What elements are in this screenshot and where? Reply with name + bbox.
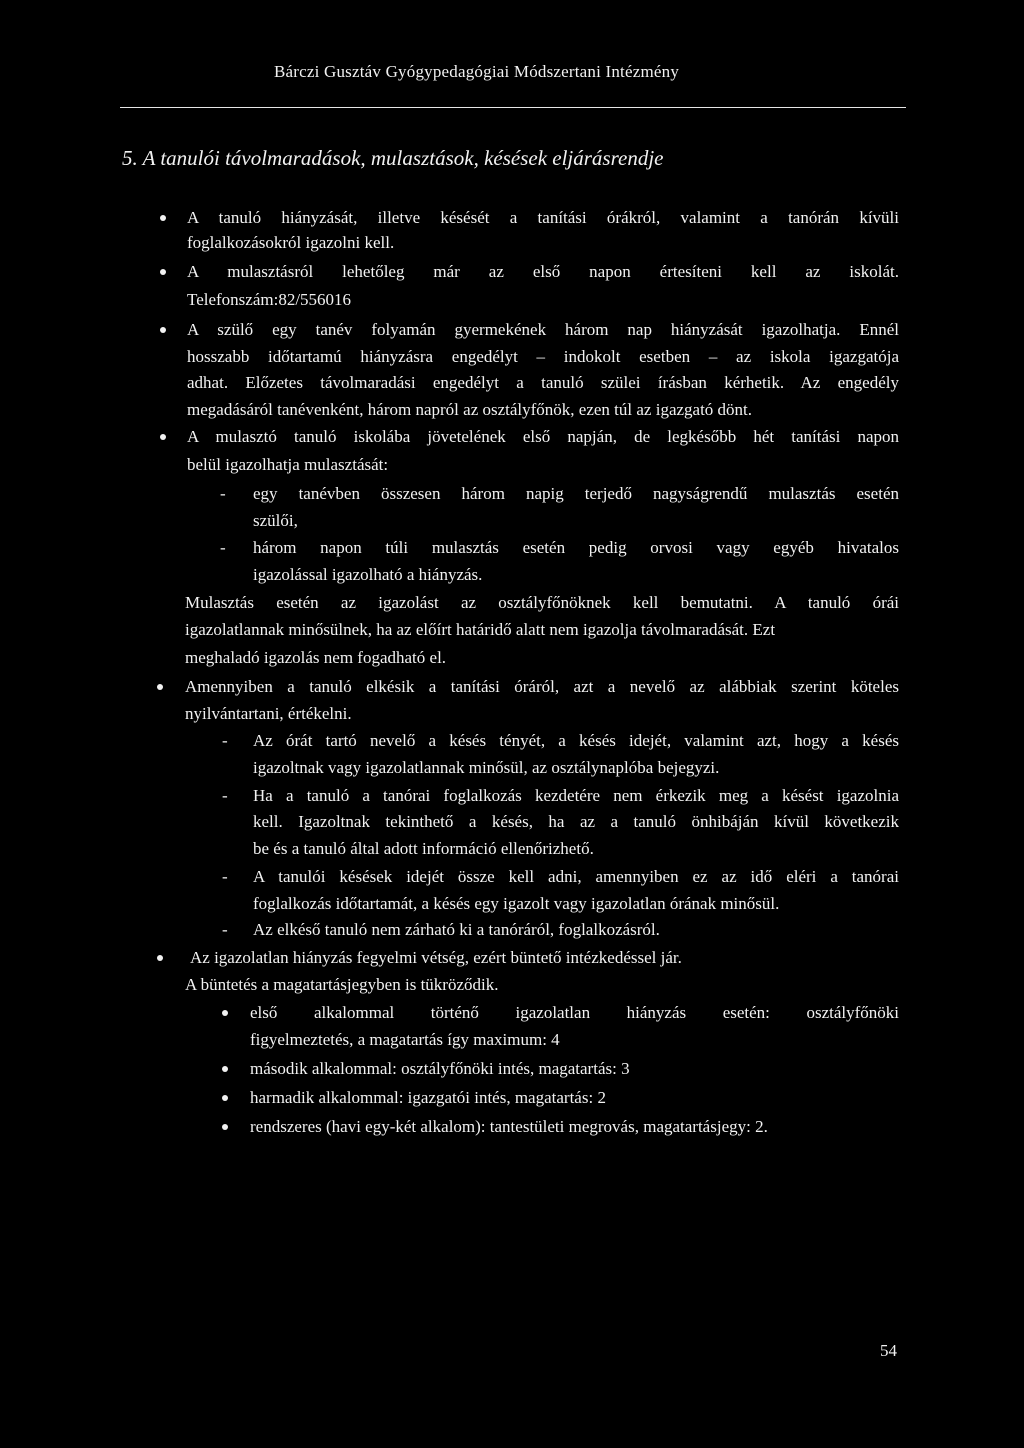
dash-marker: -	[222, 731, 228, 750]
text-line: A büntetés a magatartásjegyben is tükröződik.	[185, 975, 499, 994]
text-line: Az órát tartó nevelő a késés tényét, a késés idejét, valamint azt, hogy a késés	[253, 731, 899, 750]
dash-marker: -	[222, 867, 228, 886]
text-line: három napon túli mulasztás esetén pedig orvosi vagy egyéb hivatalos	[253, 538, 899, 557]
text-line: igazolatlannak minősülnek, ha az előírt határidő alatt nem igazolja távolmaradását. Ezt	[185, 620, 776, 639]
text-line: igazoltnak vagy igazolatlannak minősül, az osztálynaplóba bejegyzi.	[253, 758, 720, 777]
text-line: figyelmeztetés, a magatartás így maximum: 4	[250, 1030, 560, 1049]
bullet-icon	[160, 269, 166, 275]
text-line: be és a tanuló által adott információ ellenőrizhető.	[253, 839, 594, 858]
text-line: meghaladó igazolás nem fogadható el.	[185, 648, 447, 667]
text-line: A mulasztásról lehetőleg már az első napon értesíteni kell az iskolát.	[187, 262, 899, 281]
text-line: Telefonszám:82/556016	[187, 290, 352, 309]
header-rule	[120, 107, 906, 108]
text-line: foglalkozás időtartamát, a késés egy igazolt vagy igazolatlan órának minősül.	[253, 894, 780, 913]
bullet-icon	[160, 327, 166, 333]
text-line: szülői,	[253, 511, 298, 530]
text-line: harmadik alkalommal: igazgatói intés, magatartás: 2	[250, 1088, 606, 1107]
bullet-icon	[160, 434, 166, 440]
text-line: Az elkéső tanuló nem zárható ki a tanóráról, foglalkozásról.	[253, 920, 660, 939]
text-line: Amennyiben a tanuló elkésik a tanítási óráról, azt a nevelő az alábbiak szerint köteles	[185, 677, 899, 696]
dash-marker: -	[222, 920, 228, 939]
text-line: Mulasztás esetén az igazolást az osztályfőnöknek kell bemutatni. A tanuló órái	[185, 593, 899, 612]
text-line: igazolással igazolható a hiányzás.	[253, 565, 483, 584]
text-line: A tanuló hiányzását, illetve késését a tanítási órákról, valamint a tanórán kívüli	[187, 208, 899, 227]
text-line: A szülő egy tanév folyamán gyermekének három nap hiányzását igazolhatja. Ennél	[187, 320, 899, 339]
dash-marker: -	[222, 786, 228, 805]
text-line: rendszeres (havi egy-két alkalom): tantestületi megrovás, magatartásjegy: 2.	[250, 1117, 768, 1136]
text-line: adhat. Előzetes távolmaradási engedélyt a tanuló szülei írásban kérhetik. Az engedély	[187, 373, 899, 392]
bullet-icon	[160, 215, 166, 221]
text-line: kell. Igazoltnak tekinthető a késés, ha az a tanuló önhibáján kívül következik	[253, 812, 899, 831]
page-number: 54	[880, 1341, 897, 1360]
text-line: második alkalommal: osztályfőnöki intés, magatartás: 3	[250, 1059, 630, 1078]
bullet-icon	[222, 1124, 228, 1130]
dash-marker: -	[220, 484, 226, 503]
text-line: Ha a tanuló a tanórai foglalkozás kezdetére nem érkezik meg a késést igazolnia	[253, 786, 899, 805]
bullet-icon	[222, 1066, 228, 1072]
bullet-icon	[157, 955, 163, 961]
text-line: A mulasztó tanuló iskolába jövetelének első napján, de legkésőbb hét tanítási napon	[187, 427, 899, 446]
text-line: Az igazolatlan hiányzás fegyelmi vétség, ezért büntető intézkedéssel jár.	[190, 948, 682, 967]
institution-name: Bárczi Gusztáv Gyógypedagógiai Módszertani Intézmény	[274, 62, 680, 81]
bullet-icon	[157, 684, 163, 690]
bullet-icon	[222, 1010, 228, 1016]
text-line: nyilvántartani, értékelni.	[185, 704, 352, 723]
text-line: megadásáról tanévenként, három napról az osztályfőnök, ezen túl az igazgató dönt.	[187, 400, 753, 419]
bullet-icon	[222, 1095, 228, 1101]
text-line: egy tanévben összesen három napig terjedő nagyságrendű mulasztás esetén	[253, 484, 899, 503]
dash-marker: -	[220, 538, 226, 557]
text-line: belül igazolhatja mulasztását:	[187, 455, 389, 474]
text-line: A tanulói késések idejét össze kell adni, amennyiben ez az idő eléri a tanórai	[253, 867, 899, 886]
section-title: 5. A tanulói távolmaradások, mulasztások, késések eljárásrendje	[122, 146, 664, 170]
text-line: első alkalommal történő igazolatlan hiányzás esetén: osztályfőnöki	[250, 1003, 899, 1022]
text-line: foglalkozásokról igazolni kell.	[187, 233, 395, 252]
text-line: hosszabb időtartamú hiányzásra engedélyt – indokolt esetben – az iskola igazgatója	[187, 347, 899, 366]
